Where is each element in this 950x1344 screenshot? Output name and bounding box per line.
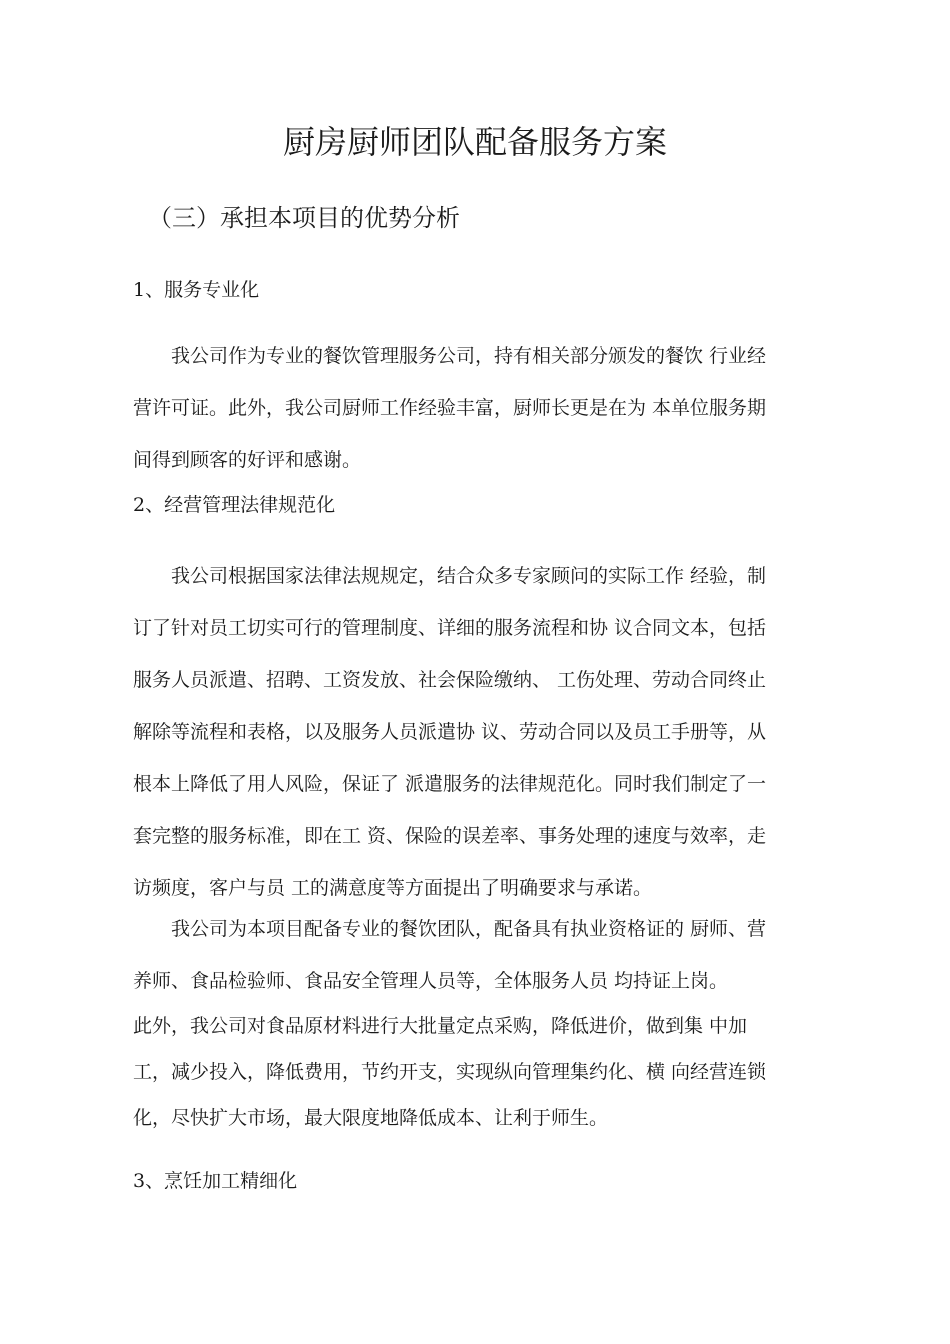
section-heading-3: 3、烹饪加工精细化 [133, 1170, 298, 1192]
paragraph-line: 套完整的服务标准，即在工 资、保险的误差率、事务处理的速度与效率，走 [133, 825, 767, 847]
section-heading-2: 2、经营管理法律规范化 [133, 494, 336, 516]
paragraph-line: 解除等流程和表格，以及服务人员派遣协 议、劳动合同以及员工手册等，从 [133, 721, 767, 743]
section-heading-1: 1、服务专业化 [133, 279, 260, 301]
paragraph-2 [133, 550, 833, 914]
paragraph-line: 工，减少投入，降低费用，节约开支，实现纵向管理集约化、横 向经营连锁 [133, 1061, 767, 1083]
paragraph-line: 养师、食品检验师、食品安全管理人员等，全体服务人员 均持证上岗。 [133, 970, 729, 992]
paragraph-line: 我公司根据国家法律法规规定，结合众多专家顾问的实际工作 经验，制 [133, 565, 767, 587]
paragraph-line: 间得到顾客的好评和感谢。 [133, 449, 362, 471]
paragraph-line: 我公司为本项目配备专业的餐饮团队，配备具有执业资格证的 厨师、营 [133, 918, 767, 940]
paragraph-3 [133, 903, 833, 1007]
document-title: 厨房厨师团队配备服务方案 [282, 123, 667, 161]
paragraph-line: 根本上降低了用人风险，保证了 派遣服务的法律规范化。同时我们制定了一 [133, 773, 767, 795]
paragraph-line: 我公司作为专业的餐饮管理服务公司，持有相关部分颁发的餐饮 行业经 [133, 345, 767, 367]
paragraph-1 [133, 330, 833, 486]
paragraph-line: 营许可证。此外，我公司厨师工作经验丰富，厨师长更是在为 本单位服务期 [133, 397, 767, 419]
paragraph-line: 此外，我公司对食品原材料进行大批量定点采购，降低进价，做到集 中加 [133, 1015, 748, 1037]
paragraph-4 [133, 1003, 833, 1141]
paragraph-line: 访频度，客户与员 工的满意度等方面提出了明确要求与承诺。 [133, 877, 653, 899]
paragraph-line: 订了针对员工切实可行的管理制度、详细的服务流程和协 议合同文本，包括 [133, 617, 767, 639]
paragraph-line: 服务人员派遣、招聘、工资发放、社会保险缴纳、 工伤处理、劳动合同终止 [133, 669, 767, 691]
section-subtitle: （三）承担本项目的优势分析 [148, 204, 460, 232]
paragraph-line: 化，尽快扩大市场，最大限度地降低成本、让利于师生。 [133, 1107, 609, 1129]
